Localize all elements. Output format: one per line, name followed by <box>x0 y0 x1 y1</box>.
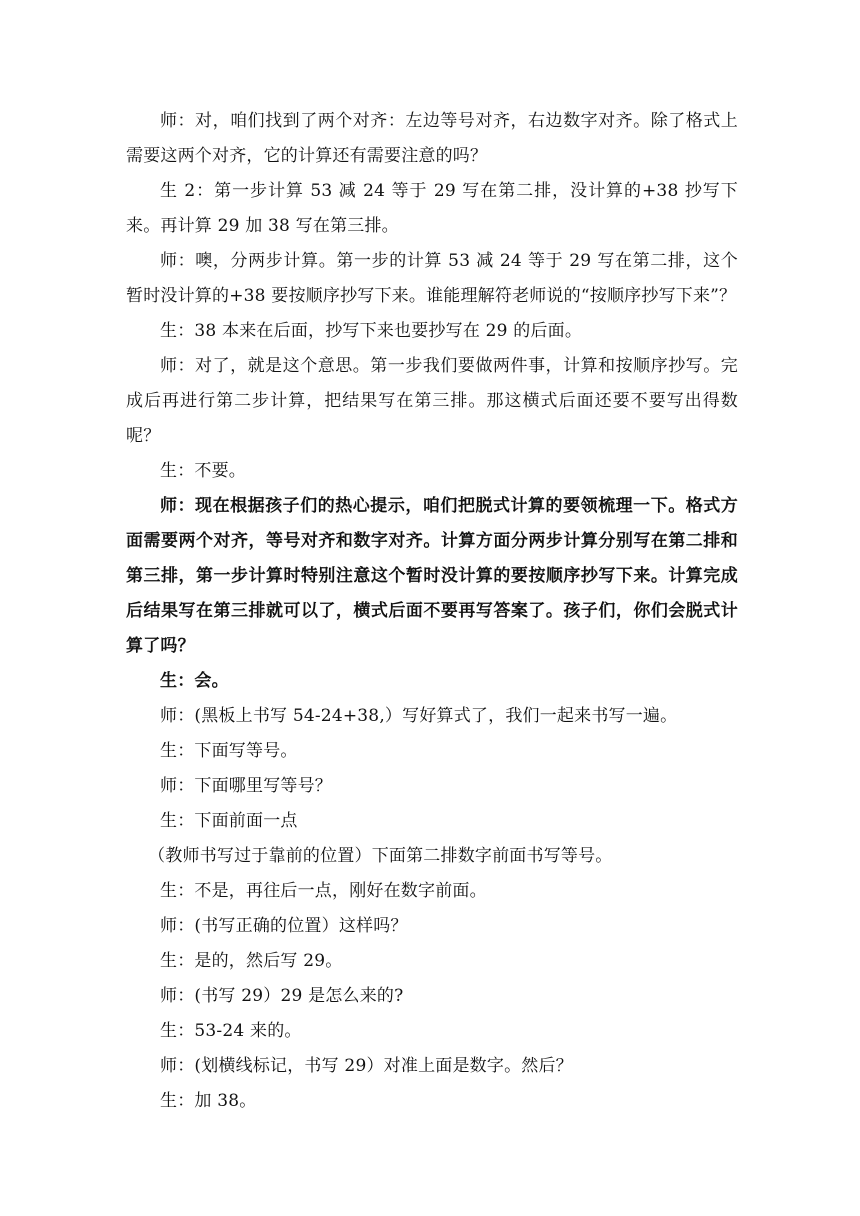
paragraph-7-summary: 师：现在根据孩子们的热心提示，咱们把脱式计算的要领梳理一下。格式方面需要两个对齐，等号对齐和数字对齐。计算方面分两步计算分别写在第二排和第三排，第一步计算时特别注意这个暂时没计算的要按顺序抄写下来。计算完成后结果写在第三排就可以了，横式后面不要再写答案了。孩子们，你们会脱式计算了吗？ <box>126 496 738 656</box>
paragraph-19: 师：(划横线标记，书写 29）对准上面是数字。然后？ <box>160 1056 573 1076</box>
paragraph-6: 生：不要。 <box>160 461 246 481</box>
paragraph-2: 生 2：第一步计算 53 减 24 等于 29 写在第二排，没计算的+38 抄写下来。再计算 29 加 38 写在第三排。 <box>126 181 738 236</box>
paragraph-5: 师：对了，就是这个意思。第一步我们要做两件事，计算和按顺序抄写。完成后再进行第二步计算，把结果写在第三排。那这横式后面还要不要写出得数呢？ <box>126 356 738 446</box>
paragraph-1: 师：对，咱们找到了两个对齐：左边等号对齐，右边数字对齐。除了格式上需要这两个对齐，它的计算还有需要注意的吗？ <box>126 111 738 166</box>
paragraph-13-stage-direction: （教师书写过于靠前的位置）下面第二排数字前面书写等号。 <box>148 846 613 866</box>
paragraph-20: 生：加 38。 <box>160 1091 257 1111</box>
paragraph-12: 生：下面前面一点 <box>160 811 298 831</box>
paragraph-18: 生：53-24 来的。 <box>160 1021 302 1041</box>
paragraph-9: 师：(黑板上书写 54-24+38,）写好算式了，我们一起来书写一遍。 <box>160 706 678 726</box>
document-body <box>126 104 738 1119</box>
paragraph-10: 生：下面写等号。 <box>160 741 298 761</box>
paragraph-16: 生：是的，然后写 29。 <box>160 951 343 971</box>
paragraph-17: 师：(书写 29）29 是怎么来的? <box>160 986 404 1006</box>
paragraph-3: 师：噢，分两步计算。第一步的计算 53 减 24 等于 29 写在第二排，这个暂时没计算的+38 要按顺序抄写下来。谁能理解符老师说的“按顺序抄写下来”？ <box>126 251 738 306</box>
paragraph-15: 师：(书写正确的位置）这样吗？ <box>160 916 408 936</box>
paragraph-14: 生：不是，再往后一点，刚好在数字前面。 <box>160 881 487 901</box>
paragraph-4: 生：38 本来在后面，抄写下来也要抄写在 29 的后面。 <box>160 321 583 341</box>
paragraph-8: 生：会。 <box>160 671 229 691</box>
paragraph-11: 师：下面哪里写等号？ <box>160 776 332 796</box>
